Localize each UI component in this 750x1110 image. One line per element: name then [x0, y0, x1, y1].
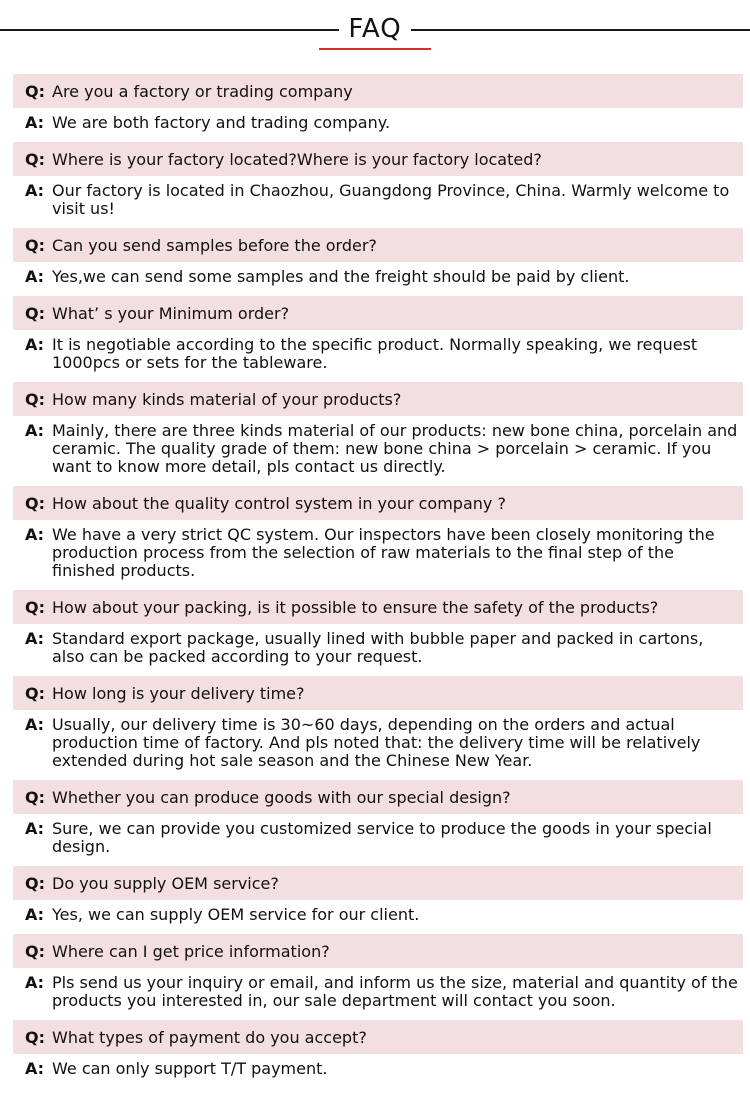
- answer-row: [13, 968, 743, 1020]
- question-text: How long is your delivery time?: [52, 683, 305, 703]
- question-text: Do you supply OEM service?: [52, 873, 279, 893]
- answer-text: Mainly, there are three kinds material of our products: new bone china, porcelain and ceramic. The quality grade of them: new bone china > porcelain > ceramic. If you want to know more detail, pls contact us directly.: [52, 421, 738, 476]
- answer-row: [13, 262, 743, 296]
- answer-label: A:: [25, 421, 45, 440]
- answer-row: [13, 416, 743, 486]
- question-text: What’ s your Minimum order?: [52, 303, 290, 323]
- answer-text: Sure, we can provide you customized service to produce the goods in your special design.: [52, 819, 712, 856]
- question-row: [13, 228, 743, 262]
- question-label: Q:: [25, 1027, 45, 1047]
- answer-row: [13, 330, 743, 382]
- question-label: Q:: [25, 873, 45, 893]
- title-underline: [319, 48, 431, 50]
- question-label: Q:: [25, 389, 45, 409]
- answer-label: A:: [25, 1059, 45, 1078]
- question-row: [13, 676, 743, 710]
- question-label: Q:: [25, 683, 45, 703]
- answer-row: [13, 520, 743, 590]
- answer-text: Standard export package, usually lined with bubble paper and packed in cartons, also can be packed according to your request.: [52, 629, 704, 666]
- question-label: Q:: [25, 787, 45, 807]
- faq-item: [0, 590, 750, 676]
- faq-item: [0, 866, 750, 934]
- answer-text: We can only support T/T payment.: [52, 1059, 328, 1078]
- answer-label: A:: [25, 113, 45, 132]
- faq-item: [0, 934, 750, 1020]
- question-row: [13, 382, 743, 416]
- answer-label: A:: [25, 905, 45, 924]
- answer-text: Pls send us your inquiry or email, and inform us the size, material and quantity of the products you interested in, our sale department will contact you soon.: [52, 973, 738, 1010]
- question-row: [13, 934, 743, 968]
- header-rule-right: [411, 29, 750, 31]
- answer-row: [13, 624, 743, 676]
- question-row: [13, 590, 743, 624]
- answer-label: A:: [25, 629, 45, 648]
- question-label: Q:: [25, 941, 45, 961]
- question-row: [13, 866, 743, 900]
- question-label: Q:: [25, 81, 45, 101]
- answer-row: [13, 108, 743, 142]
- question-label: Q:: [25, 597, 45, 617]
- answer-text: We are both factory and trading company.: [52, 113, 391, 132]
- question-text: What types of payment do you accept?: [52, 1027, 367, 1047]
- faq-item: [0, 676, 750, 780]
- answer-row: [13, 176, 743, 228]
- answer-label: A:: [25, 715, 45, 734]
- answer-text: Usually, our delivery time is 30~60 days, depending on the orders and actual production time of factory. And pls noted that: the delivery time will be relatively extended during hot sale season and the Chinese New Year.: [52, 715, 701, 770]
- faq-item: [0, 382, 750, 486]
- answer-row: [13, 1054, 743, 1088]
- faq-item: [0, 780, 750, 866]
- question-row: [13, 142, 743, 176]
- question-text: How about your packing, is it possible to ensure the safety of the products?: [52, 597, 659, 617]
- answer-text: Yes, we can supply OEM service for our client.: [52, 905, 420, 924]
- question-text: Where is your factory located?Where is your factory located?: [52, 149, 542, 169]
- faq-header: [0, 0, 750, 60]
- question-label: Q:: [25, 493, 45, 513]
- answer-label: A:: [25, 973, 45, 992]
- question-text: Can you send samples before the order?: [52, 235, 377, 255]
- faq-item: [0, 142, 750, 228]
- answer-label: A:: [25, 267, 45, 286]
- question-label: Q:: [25, 235, 45, 255]
- question-label: Q:: [25, 149, 45, 169]
- answer-text: It is negotiable according to the specific product. Normally speaking, we request 1000pcs or sets for the tableware.: [52, 335, 698, 372]
- answer-row: [13, 710, 743, 780]
- faq-item: [0, 74, 750, 142]
- faq-item: [0, 486, 750, 590]
- question-row: [13, 296, 743, 330]
- page-title: FAQ: [348, 14, 402, 44]
- answer-label: A:: [25, 525, 45, 544]
- answer-label: A:: [25, 335, 45, 354]
- question-row: [13, 74, 743, 108]
- faq-item: [0, 296, 750, 382]
- question-text: Whether you can produce goods with our special design?: [52, 787, 511, 807]
- question-text: How many kinds material of your products?: [52, 389, 402, 409]
- faq-list: [0, 74, 750, 1088]
- answer-text: Yes,we can send some samples and the freight should be paid by client.: [52, 267, 630, 286]
- answer-row: [13, 900, 743, 934]
- answer-text: Our factory is located in Chaozhou, Guangdong Province, China. Warmly welcome to visit us!: [52, 181, 730, 218]
- header-rule-left: [0, 29, 339, 31]
- question-label: Q:: [25, 303, 45, 323]
- question-text: Are you a factory or trading company: [52, 81, 353, 101]
- answer-label: A:: [25, 181, 45, 200]
- question-text: Where can I get price information?: [52, 941, 330, 961]
- question-text: How about the quality control system in your company ?: [52, 493, 506, 513]
- answer-text: We have a very strict QC system. Our inspectors have been closely monitoring the production process from the selection of raw materials to the final step of the finished products.: [52, 525, 715, 580]
- question-row: [13, 780, 743, 814]
- faq-item: [0, 228, 750, 296]
- answer-label: A:: [25, 819, 45, 838]
- faq-item: [0, 1020, 750, 1088]
- answer-row: [13, 814, 743, 866]
- question-row: [13, 486, 743, 520]
- question-row: [13, 1020, 743, 1054]
